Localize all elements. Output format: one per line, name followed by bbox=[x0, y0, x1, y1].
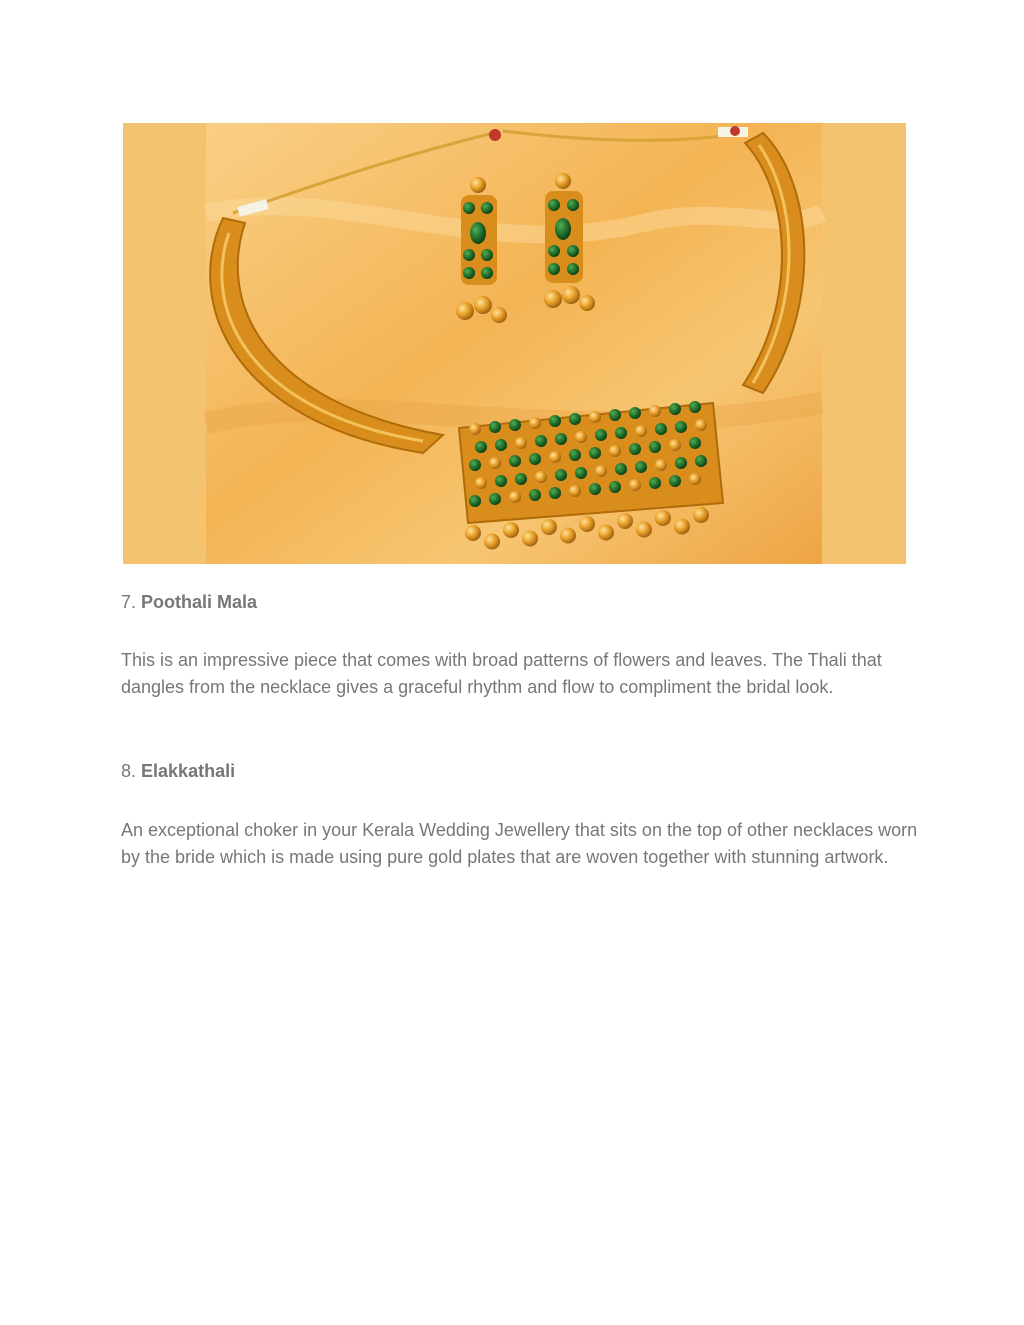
pendant-stone bbox=[669, 403, 681, 415]
section-7-heading bbox=[121, 590, 257, 614]
jewellery-photo bbox=[123, 123, 906, 564]
pendant-bead bbox=[522, 531, 538, 547]
pendant-stone bbox=[469, 423, 481, 435]
pendant-stone bbox=[655, 459, 667, 471]
pendant-stone bbox=[495, 439, 507, 451]
pendant-stone bbox=[695, 455, 707, 467]
pendant-stone bbox=[535, 471, 547, 483]
section-8-title: Elakkathali bbox=[141, 761, 236, 781]
pendant-stone bbox=[675, 421, 687, 433]
pendant-stone bbox=[529, 417, 541, 429]
pendant-stone bbox=[575, 467, 587, 479]
pendant-stone bbox=[489, 493, 501, 505]
pendant-stone bbox=[509, 455, 521, 467]
necklace-illustration bbox=[123, 123, 906, 564]
pendant-stone bbox=[475, 477, 487, 489]
pendant-stone bbox=[469, 459, 481, 471]
pendant-stone bbox=[569, 413, 581, 425]
pendant-stone bbox=[689, 401, 701, 413]
pendant-stone bbox=[635, 425, 647, 437]
pendant-stone bbox=[529, 453, 541, 465]
pendant-stone bbox=[635, 461, 647, 473]
pendant-stone bbox=[609, 409, 621, 421]
pendant-stone bbox=[629, 479, 641, 491]
pendant-stone bbox=[615, 427, 627, 439]
pendant-stone bbox=[649, 405, 661, 417]
pendant-bead bbox=[579, 516, 595, 532]
pendant-stone bbox=[549, 487, 561, 499]
pendant-stone bbox=[575, 431, 587, 443]
pendant-stone bbox=[649, 477, 661, 489]
pendant-stone bbox=[475, 441, 487, 453]
pendant-stone bbox=[535, 435, 547, 447]
pendant-stone bbox=[629, 407, 641, 419]
pendant-stone bbox=[595, 465, 607, 477]
pendant-bead bbox=[655, 510, 671, 526]
pendant-stone bbox=[509, 419, 521, 431]
pendant-stone bbox=[595, 429, 607, 441]
pendant-stone bbox=[529, 489, 541, 501]
pendant-bead bbox=[541, 519, 557, 535]
pendant-bead bbox=[693, 507, 709, 523]
pendant-stone bbox=[569, 485, 581, 497]
pendant-stone bbox=[649, 441, 661, 453]
pendant-stone bbox=[569, 449, 581, 461]
pendant-stone bbox=[549, 451, 561, 463]
pendant-stone bbox=[695, 419, 707, 431]
pendant-bead bbox=[674, 519, 690, 535]
section-7-title: Poothali Mala bbox=[141, 592, 258, 612]
pendant-stone bbox=[609, 481, 621, 493]
section-8-body: An exceptional choker in your Kerala Wedding Jewellery that sits on the top of other necklaces worn by the bride which is made using pure gold plates that are woven together with stunning artwork. bbox=[121, 820, 918, 867]
pendant-stone bbox=[489, 457, 501, 469]
pendant-stone bbox=[669, 475, 681, 487]
pendant-bead bbox=[484, 534, 500, 550]
pendant-stone bbox=[689, 437, 701, 449]
pendant-stone bbox=[495, 475, 507, 487]
pendant-stone bbox=[469, 495, 481, 507]
pendant-bead bbox=[636, 522, 652, 538]
pendant-stone bbox=[609, 445, 621, 457]
section-7-number: 7. bbox=[121, 592, 137, 612]
pendant-stone bbox=[549, 415, 561, 427]
pendant-bead bbox=[617, 513, 633, 529]
pendant-stone bbox=[655, 423, 667, 435]
pendant-stone bbox=[589, 411, 601, 423]
pendant-stone bbox=[615, 463, 627, 475]
pendant-stone bbox=[669, 439, 681, 451]
pendant-bead bbox=[465, 525, 481, 541]
pendant-stone bbox=[689, 473, 701, 485]
pendant-stone bbox=[675, 457, 687, 469]
pendant-stone bbox=[555, 469, 567, 481]
pendant-stone bbox=[589, 447, 601, 459]
pendant-bead bbox=[503, 522, 519, 538]
pendant-stone bbox=[489, 421, 501, 433]
section-8-number: 8. bbox=[121, 761, 137, 781]
section-7-body: This is an impressive piece that comes with broad patterns of flowers and leaves. The Thali that dangles from the necklace gives a graceful rhythm and flow to compliment the bridal look. bbox=[121, 650, 882, 697]
pendant-stone bbox=[509, 491, 521, 503]
pendant-bead bbox=[598, 525, 614, 541]
pendant-stone bbox=[555, 433, 567, 445]
pendant-stone bbox=[515, 437, 527, 449]
pendant-stone bbox=[629, 443, 641, 455]
pendant-stone bbox=[589, 483, 601, 495]
section-8-heading bbox=[121, 759, 235, 783]
pendant-bead bbox=[560, 528, 576, 544]
pendant-stone bbox=[515, 473, 527, 485]
